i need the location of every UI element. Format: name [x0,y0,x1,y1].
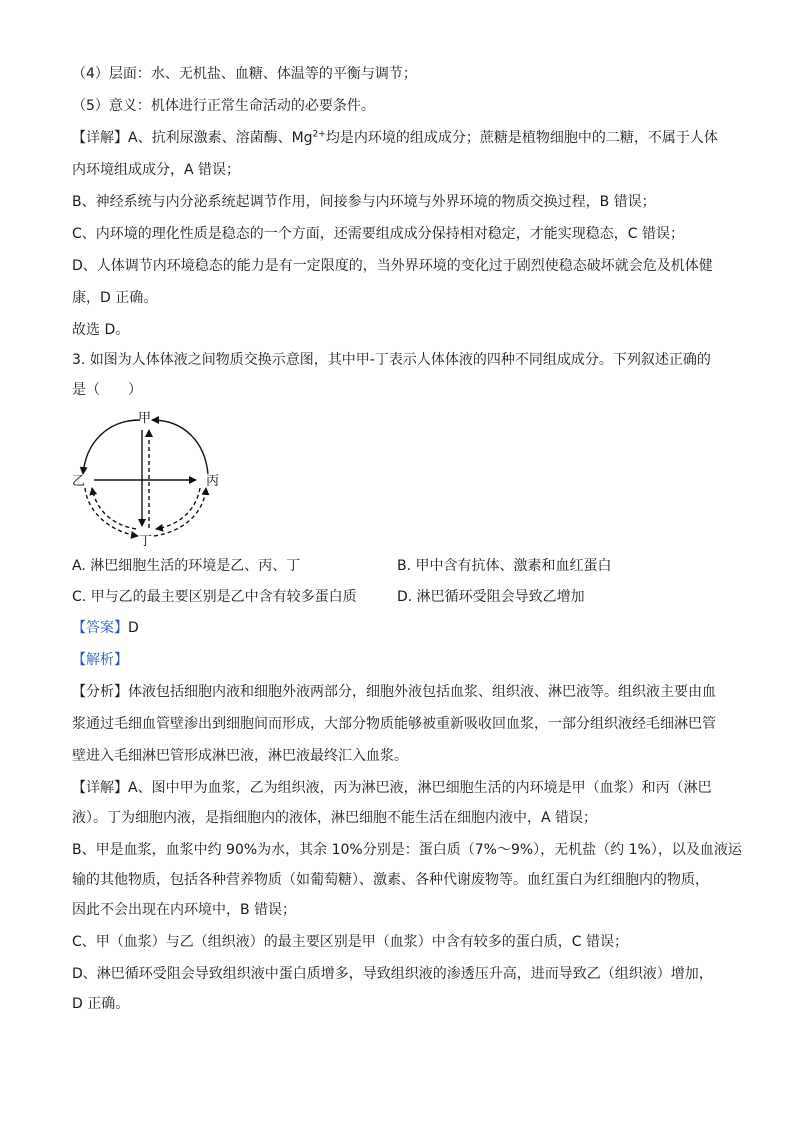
analysis-d-line2: D 正确。 [72,996,130,1012]
arc-bing-to-ding [156,488,200,529]
option-d: D. 淋巴循环受阻会导致乙增加 [397,589,585,605]
answer-value: D [128,620,139,636]
option-b: B. 甲中含有抗体、激素和血红蛋白 [397,558,612,574]
answer-line [72,618,139,638]
prev-detail-c: C、内环境的理化性质是稳态的一个方面，还需要组成成分保持相对稳定，才能实现稳态，C 错误； [72,226,684,242]
xiangjie-tag: 【详解】 [72,780,128,796]
analysis-b-line1: B、甲是血浆，血浆中约 90%为水，其余 10%分别是：蛋白质（7%～9%），无机盐（约 1%），以及血液运 [72,842,742,858]
prev-detail-b: B、神经系统与内分泌系统起调节作用，间接参与内环境与外界环境的物质交换过程，B 错误； [72,194,656,210]
answer-tag: 【答案】 [72,620,128,636]
label-yi: 乙 [72,474,86,489]
prev-detail-d-line1: D、人体调节内环境稳态的能力是有一定限度的，当外界环境的变化过于剧烈使稳态破坏就会危及机体健 [72,258,713,274]
prev-detail-a-line1: 【详解】A、抗利尿激素、溶菌酶、$Mg^{2+}$均是内环境的组成成分；蔗糖是植物细胞中的二糖，不属于人体 [72,129,718,146]
prev-detail-a-line2: 内环境组成成分，A 错误； [72,162,241,178]
prev-point-5: （5）意义：机体进行正常生命活动的必要条件。 [72,98,375,114]
analysis-a-line2: 液）。丁为细胞内液，是指细胞内的液体，淋巴细胞不能生活在细胞内液中，A 错误； [72,810,598,826]
body-fluid-diagram [72,408,222,546]
analysis-a-line1: 【详解】A、图中甲为血浆，乙为组织液，丙为淋巴液，淋巴细胞生活的内环境是甲（血浆）和丙（淋巴 [72,780,712,796]
analysis-tag: 【解析】 [72,652,128,668]
analysis-b-line2: 输的其他物质，包括各种营养物质（如葡萄糖）、激素、各种代谢废物等。血红蛋白为红细胞内的物质， [72,872,709,888]
analysis-c-line1: C、甲（血浆）与乙（组织液）的最主要区别是甲（血浆）中含有较多的蛋白质，C 错误； [72,934,628,950]
label-jia: 甲 [138,411,152,426]
option-c: C. 甲与乙的最主要区别是乙中含有较多蛋白质 [72,589,357,605]
prev-detail-d-line2: 康，D 正确。 [72,290,158,306]
fenxi-tag: 【分析】 [72,684,128,700]
arc-jia-to-yi [83,420,140,474]
option-a: A. 淋巴细胞生活的环境是乙、丙、丁 [72,558,301,574]
detail-tag: 【详解】 [72,130,128,146]
prev-point-4: （4）层面：水、无机盐、血糖、体温等的平衡与调节； [72,66,417,82]
arc-yi-to-ding [85,488,138,536]
label-bing: 丙 [206,474,220,489]
analysis-fx-line2: 浆通过毛细血管壁渗出到细胞间而形成，大部分物质能够被重新吸收回血浆，一部分组织液经毛细淋巴管 [72,716,716,732]
analysis-d-line1: D、淋巴循环受阻会导致组织液中蛋白质增多，导致组织液的渗透压升高，进而导致乙（组织液）增加， [72,966,713,982]
question-stem-line1: 3. 如图为人体体液之间物质交换示意图，其中甲-丁表示人体体液的四种不同组成成分。下列叙述正确的 [72,352,711,368]
label-ding: 丁 [139,534,153,546]
analysis-b-line3: 因此不会出现在内环境中，B 错误； [72,902,297,918]
prev-choose: 故选 D。 [72,322,130,338]
arc-ding-to-yi [92,488,136,529]
arc-bing-to-jia [152,420,208,474]
analysis-fx-line3: 壁进入毛细淋巴管形成淋巴液，淋巴液最终汇入血浆。 [72,748,408,764]
question-stem-line2: 是（ ） [72,382,142,398]
analysis-fx-line1: 【分析】体液包括细胞内液和细胞外液两部分，细胞外液包括血浆、组织液、淋巴液等。组织液主要由血 [72,684,716,700]
